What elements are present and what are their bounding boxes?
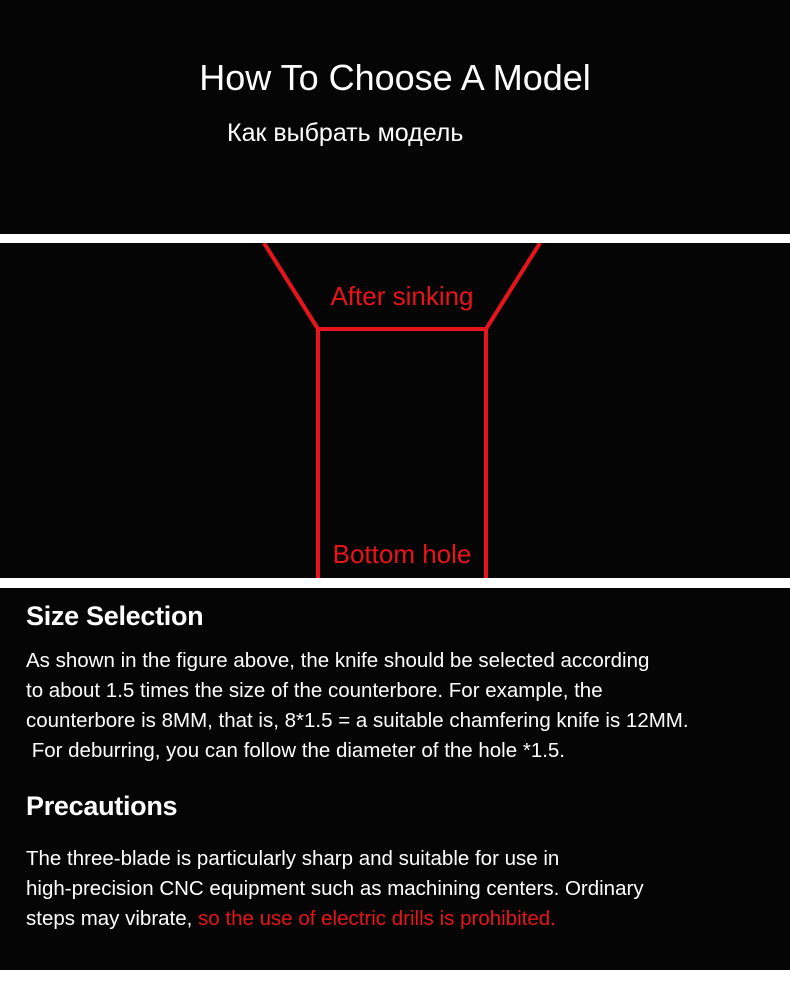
size-selection-line: counterbore is 8MM, that is, 8*1.5 = a suitable chamfering knife is 12MM. <box>26 709 689 732</box>
info-panel <box>0 588 790 970</box>
precautions-line: high-precision CNC equipment such as machining centers. Ordinary <box>26 877 644 900</box>
precautions-heading: Precautions <box>26 791 178 821</box>
precautions-line-last <box>26 904 644 934</box>
page-title: How To Choose A Model <box>199 57 591 98</box>
electric-drill-warning: so the use of electric drills is prohibited. <box>192 907 556 930</box>
precautions-line: The three-blade is particularly sharp and suitable for use in <box>26 847 560 870</box>
precautions-text <box>26 844 644 934</box>
after-sinking-label: After sinking <box>330 281 474 311</box>
countersink-diagram <box>0 243 790 578</box>
size-selection-line: to about 1.5 times the size of the counterbore. For example, the <box>26 679 603 702</box>
size-selection-line: As shown in the figure above, the knife should be selected according <box>26 649 650 672</box>
header-panel <box>0 0 790 234</box>
precautions-normal-text: steps may vibrate, <box>26 907 193 930</box>
size-selection-text <box>26 646 689 766</box>
size-selection-heading: Size Selection <box>26 601 204 631</box>
countersink-left-edge <box>264 243 318 578</box>
page-subtitle-russian: Как выбрать модель <box>227 119 464 147</box>
bottom-hole-label: Bottom hole <box>332 539 472 569</box>
countersink-right-edge <box>486 243 540 578</box>
size-selection-line: For deburring, you can follow the diameter of the hole *1.5. <box>26 739 566 762</box>
countersink-diagram-panel <box>0 243 790 578</box>
